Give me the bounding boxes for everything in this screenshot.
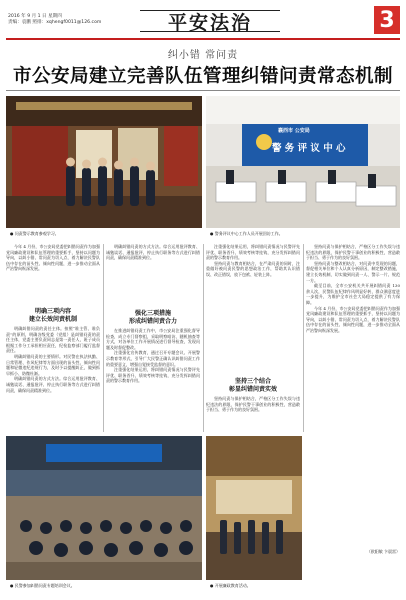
photo-caption-3: ● 民警参加纠错问责专题培训会议。 <box>10 583 75 588</box>
date-line: 2016 年 9 月 1 日 星期四 <box>8 14 62 19</box>
masthead <box>6 4 402 38</box>
paragraph: 注重强化结果运用，将纠错问责情况与民警评先评优、职务晋升、绩效考核等挂钩，充分发挥纠错问责的警示教育作用。 <box>106 367 200 384</box>
page-number: 3 <box>374 6 400 34</box>
subhead-3: 坚持三个结合 彰显纠错问责实效 <box>228 378 277 393</box>
paragraph: 坚持问责与教育相结合，在严肃问责的同时，注重做好被问责民警的思想政治工作，帮助其认识错误、改正错误，放下包袱、轻装上阵。 <box>206 260 300 277</box>
masthead-rule <box>6 38 400 40</box>
text-col-3b <box>206 396 300 432</box>
paragraph: 在推进纠错问责工作中，市公安局注重强化督导检查，成立专门督察组，采取明察暗访、随机抽查等方式，对各单位工作开展情况进行督导检查，发现问题及时督促整改。 <box>106 328 200 350</box>
editor-line: 责编：袁鹏 照排：xqhengf0011@126.com <box>8 20 102 25</box>
text-col-2 <box>106 244 200 306</box>
section-title: 平安法治 <box>146 8 274 34</box>
headline-rule <box>6 90 400 91</box>
column-rule <box>303 244 304 432</box>
paragraph: 明确纠错问责的责任主体。按照“谁主管、谁负责”的原则，明确各级党委（党组）是纠错问责的责任主体，党委主要负责同志是第一责任人，班子成员根据工作分工承担相应责任，纪检监察部门履行监督责任。 <box>6 326 100 354</box>
photo-caption-1: ● 问责警示教育参观学习。 <box>10 231 59 236</box>
headline: 市公安局建立完善队伍管理纠错问责常态机制 <box>12 66 393 87</box>
center-sign-sub: 襄西市 公安局 <box>278 128 310 134</box>
photo-meeting <box>6 436 202 580</box>
paragraph: 坚持问责与保护相结合，严格区分工作失误与违纪违法的界限，保护民警干事创业的积极性，营造敢于担当、勇于作为的良好氛围。 <box>206 396 300 413</box>
photo-caption-2: ● 警务评议中心工作人员开展回访工作。 <box>210 231 283 236</box>
paragraph: 明确纠错问责的方式方法。综合运用批评教育、诫勉谈话、通报批评、停止执行职务等方式进行纠错问责，确保问责精准到位。 <box>106 244 200 261</box>
photo-exhibition-visit <box>6 96 202 228</box>
paragraph: 今年 4 月份，市公安局党委把纠错问责作为加强党风廉政建设和队伍管理的重要抓手，坚持以问题为导向，以纠小错、常问责为切入点，着力解决民警队伍中存在的苗头性、倾向性问题，进一步推动全面从严治警向纵深发展。 <box>306 305 400 333</box>
paragraph: 坚持问责与保护相结合，严格区分工作失误与违纪违法的界限，保护民警干事创业的积极性，营造敢于担当、勇于作为的良好氛围。 <box>306 244 400 261</box>
center-sign: 警 务 评 议 中 心 <box>272 143 346 154</box>
text-col-3 <box>206 244 300 372</box>
paragraph: 明确纠错问责的主要情形。对民警在执法执勤、日常管理、作风纪律等方面出现的苗头性、倾向性问题和轻微违纪违规行为，及时予以提醒纠正，做到抓早抓小、防微杜渐。 <box>6 353 100 376</box>
byline: （欧阳敏 卞晨雷） <box>366 549 400 554</box>
paragraph: 坚持问责与整改相结合，对问责中发现的问题，督促相关单位和个人认真分析原因，制定整改措施，建立长效机制，切实做到问责一人、警示一片、规范一方。 <box>306 260 400 283</box>
paragraph: 注重强化宣传教育，通过召开专题会议、开展警示教育等形式，引导广大民警正确认识纠错问责工作的重要意义，增强自觉接受监督的意识。 <box>106 350 200 367</box>
text-col-1b <box>6 326 100 434</box>
photo-evaluation-center <box>206 96 400 228</box>
column-rule <box>203 244 204 432</box>
subhead-1: 明确三项内容 建立长效问责机制 <box>28 308 77 323</box>
kicker: 纠小错 常问责 <box>167 50 239 61</box>
paragraph: 注重强化结果运用，将纠错问责情况与民警评先评优、职务晋升、绩效考核等挂钩，充分发挥纠错问责的警示教育作用。 <box>206 244 300 261</box>
text-col-2b <box>106 328 200 432</box>
paragraph: 截至目前，全市公安机关共开展纠错问责 130 余人次，民警队伍纪律作风明显好转，群众满意度进一步提升，为维护全市社会大局稳定提供了有力保障。 <box>306 283 400 305</box>
text-col-1 <box>6 244 100 306</box>
photo-hall <box>206 436 302 580</box>
text-col-4 <box>306 244 400 546</box>
column-rule <box>103 244 104 432</box>
photo-caption-4: ● 开展廉政教育活动。 <box>210 583 251 588</box>
subhead-2: 强化三项措施 形成纠错问责合力 <box>128 310 177 325</box>
masthead-meta <box>8 14 101 26</box>
paragraph: 明确纠错问责的方式方法。综合运用批评教育、诫勉谈话、通报批评、停止执行职务等方式进行纠错问责，确保问责精准到位。 <box>6 376 100 393</box>
paragraph: 今年 4 月份，市公安局党委把纠错问责作为加强党风廉政建设和队伍管理的重要抓手，坚持以问题为导向，以纠小错、常问责为切入点，着力解决民警队伍中存在的苗头性、倾向性问题，进一步推动全面从严治警向纵深发展。 <box>6 244 100 272</box>
